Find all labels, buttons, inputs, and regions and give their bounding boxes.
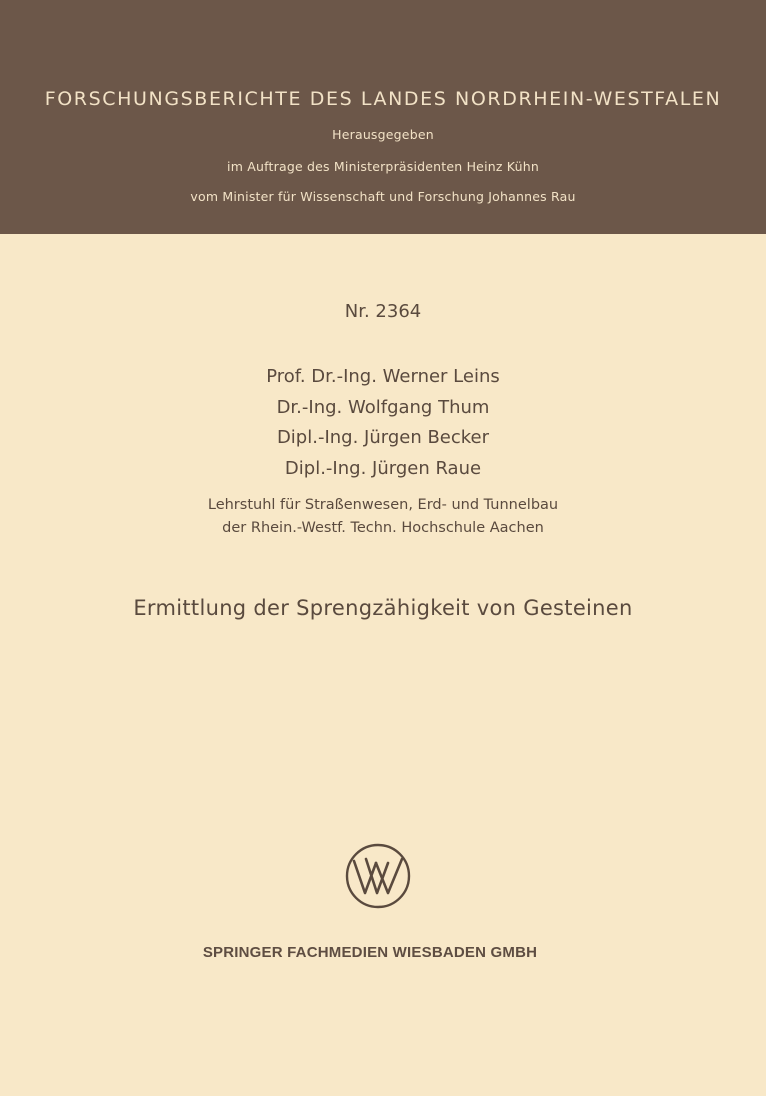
author-1: Prof. Dr.-Ing. Werner Leins bbox=[266, 366, 500, 387]
institute-line-2: der Rhein.-Westf. Techn. Hochschule Aachen bbox=[222, 520, 544, 536]
author-2: Dr.-Ing. Wolfgang Thum bbox=[276, 396, 490, 418]
author-4: Dipl.-Ing. Jürgen Raue bbox=[284, 457, 482, 479]
series-title: FORSCHUNGSBERICHTE DES LANDES NORDRHEIN-WESTFALEN bbox=[44, 88, 722, 110]
editor-line-2: im Auftrage des Ministerpräsidenten Heinz Kühn bbox=[227, 159, 539, 174]
editor-line-3: vom Minister für Wissenschaft und Forschung Johannes Rau bbox=[190, 189, 576, 204]
author-3: Dipl.-Ing. Jürgen Becker bbox=[276, 427, 490, 448]
editor-line-1: Herausgegeben bbox=[332, 127, 434, 142]
publisher: SPRINGER FACHMEDIEN WIESBADEN GMBH bbox=[202, 944, 538, 961]
header-band bbox=[0, 0, 766, 234]
institute-line-1: Lehrstuhl für Straßenwesen, Erd- und Tunnelbau bbox=[207, 497, 559, 513]
institute bbox=[0, 494, 766, 540]
author-list bbox=[0, 362, 766, 484]
book-title: Ermittlung der Sprengzähigkeit von Gesteinen bbox=[133, 596, 633, 620]
report-number: Nr. 2364 bbox=[344, 301, 422, 322]
ww-circle-logo-icon bbox=[344, 842, 412, 910]
